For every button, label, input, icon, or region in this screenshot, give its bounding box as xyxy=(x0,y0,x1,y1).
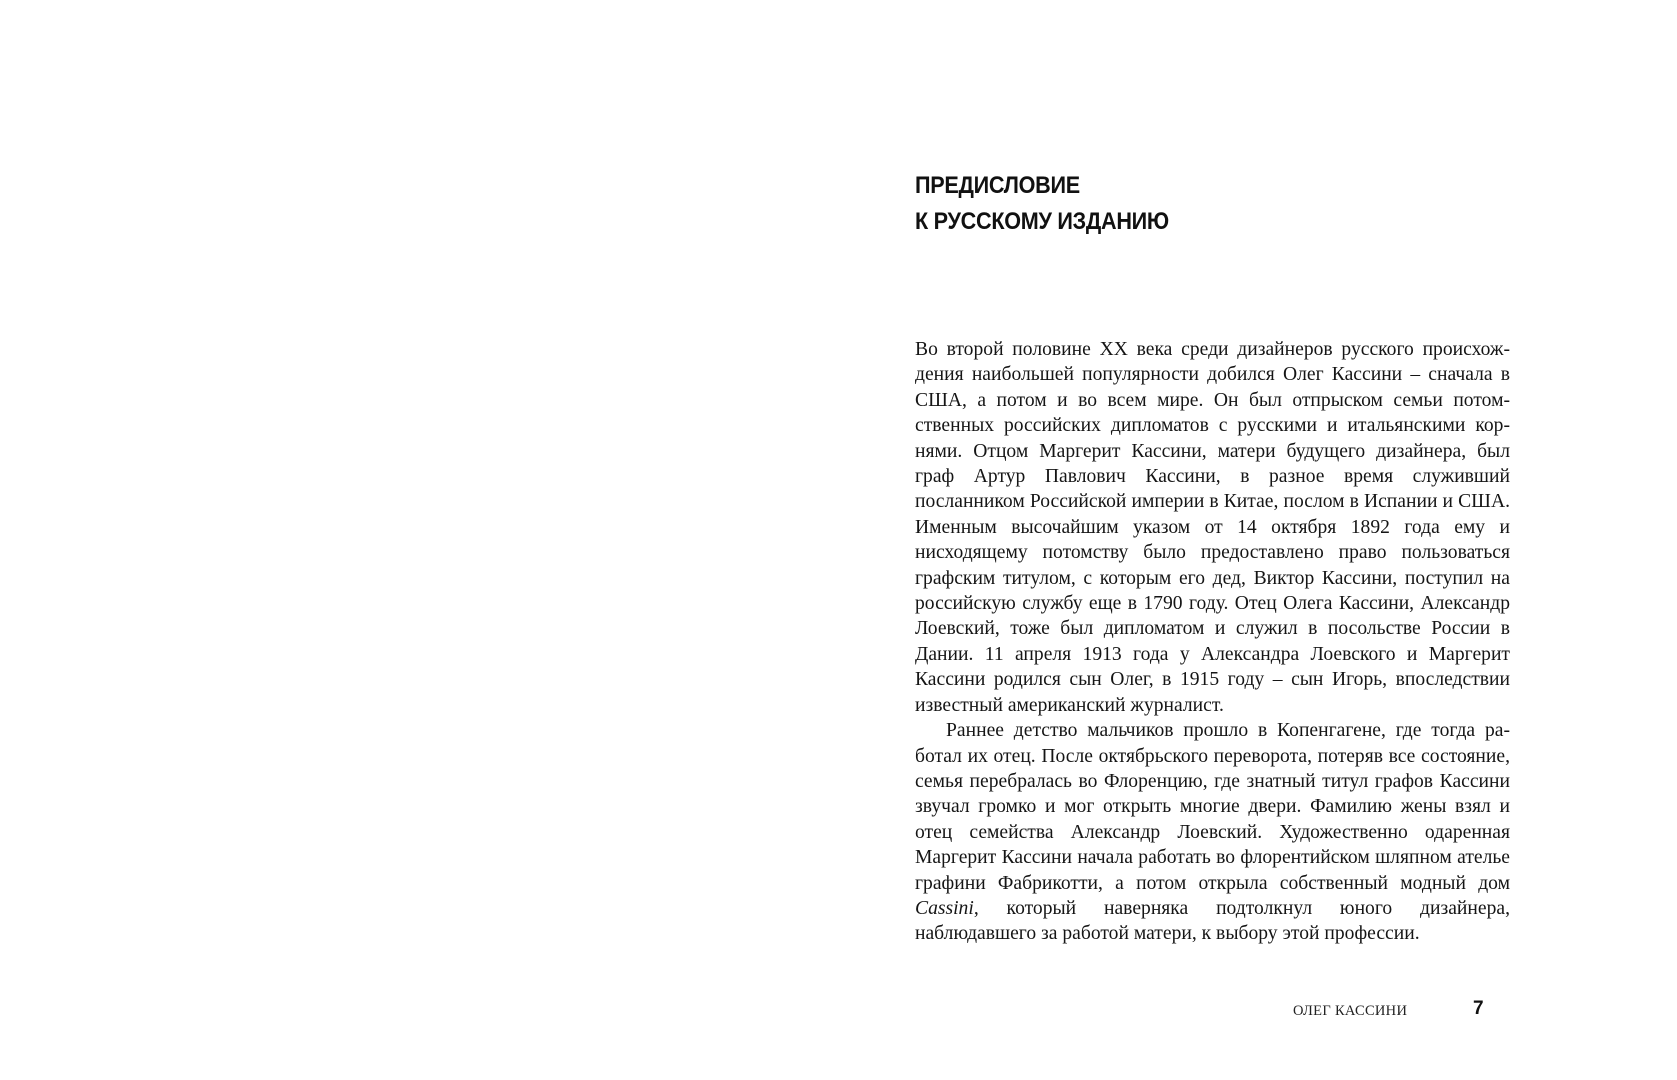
left-page-blank xyxy=(0,0,838,1080)
right-page xyxy=(838,0,1677,1080)
chapter-title xyxy=(915,168,1169,240)
paragraph-2 xyxy=(915,718,1510,947)
body-text xyxy=(915,337,1510,947)
chapter-title-line-2: К РУССКОМУ ИЗДАНИЮ xyxy=(915,208,1169,235)
paragraph-2-part-2: , который наверняка подтолкнул юного дизайнера, наблюдавшего за работой матери, к выбору этой профессии. xyxy=(915,897,1510,945)
paragraph-2-italic-brand: Cassini xyxy=(915,897,974,919)
page-number: 7 xyxy=(1473,998,1484,1019)
running-footer-title: ОЛЕГ КАССИНИ xyxy=(1293,1003,1408,1019)
paragraph-2-part-1: Раннее детство мальчиков прошло в Копенгагене, где тогда работал их отец. После октябрьского переворота, потеряв все состояние, семья перебралась во Флоренцию, где знатный титул графов Кассини звучал громко и мог открыть многие двери. Фамилию жены взял и отец семейства Александр Лоевский. Художественно одаренная Маргерит Кассини начала работать во флорентийском шляпном ателье графини Фабрикотти, а потом открыла собственный модный дом xyxy=(915,720,1510,894)
chapter-title-line-1: ПРЕДИСЛОВИЕ xyxy=(915,172,1080,199)
paragraph-1: Во второй половине XX века среди дизайнеров русского происхождения наибольшей популярности добился Олег Кассини – сначала в США, а потом и во всем мире. Он был отпрыском семьи потомственных российских дипломатов с русскими и итальянскими корнями. Отцом Маргерит Кассини, матери будущего дизайнера, был граф Артур Павлович Кассини, в разное время служивший посланником Российской империи в Китае, послом в Испании и США. Именным высочайшим указом от 14 октября 1892 года ему и нисходящему потомству было предоставлено право пользоваться графским титулом, с которым его дед, Виктор Кассини, поступил на российскую службу еще в 1790 году. Отец Олега Кассини, Александр Лоевский, тоже был дипломатом и служил в посольстве России в Дании. 11 апреля 1913 года у Александра Лоевского и Маргерит Кассини родился сын Олег, в 1915 году – сын Игорь, впоследствии известный американский журналист. xyxy=(915,339,1510,716)
